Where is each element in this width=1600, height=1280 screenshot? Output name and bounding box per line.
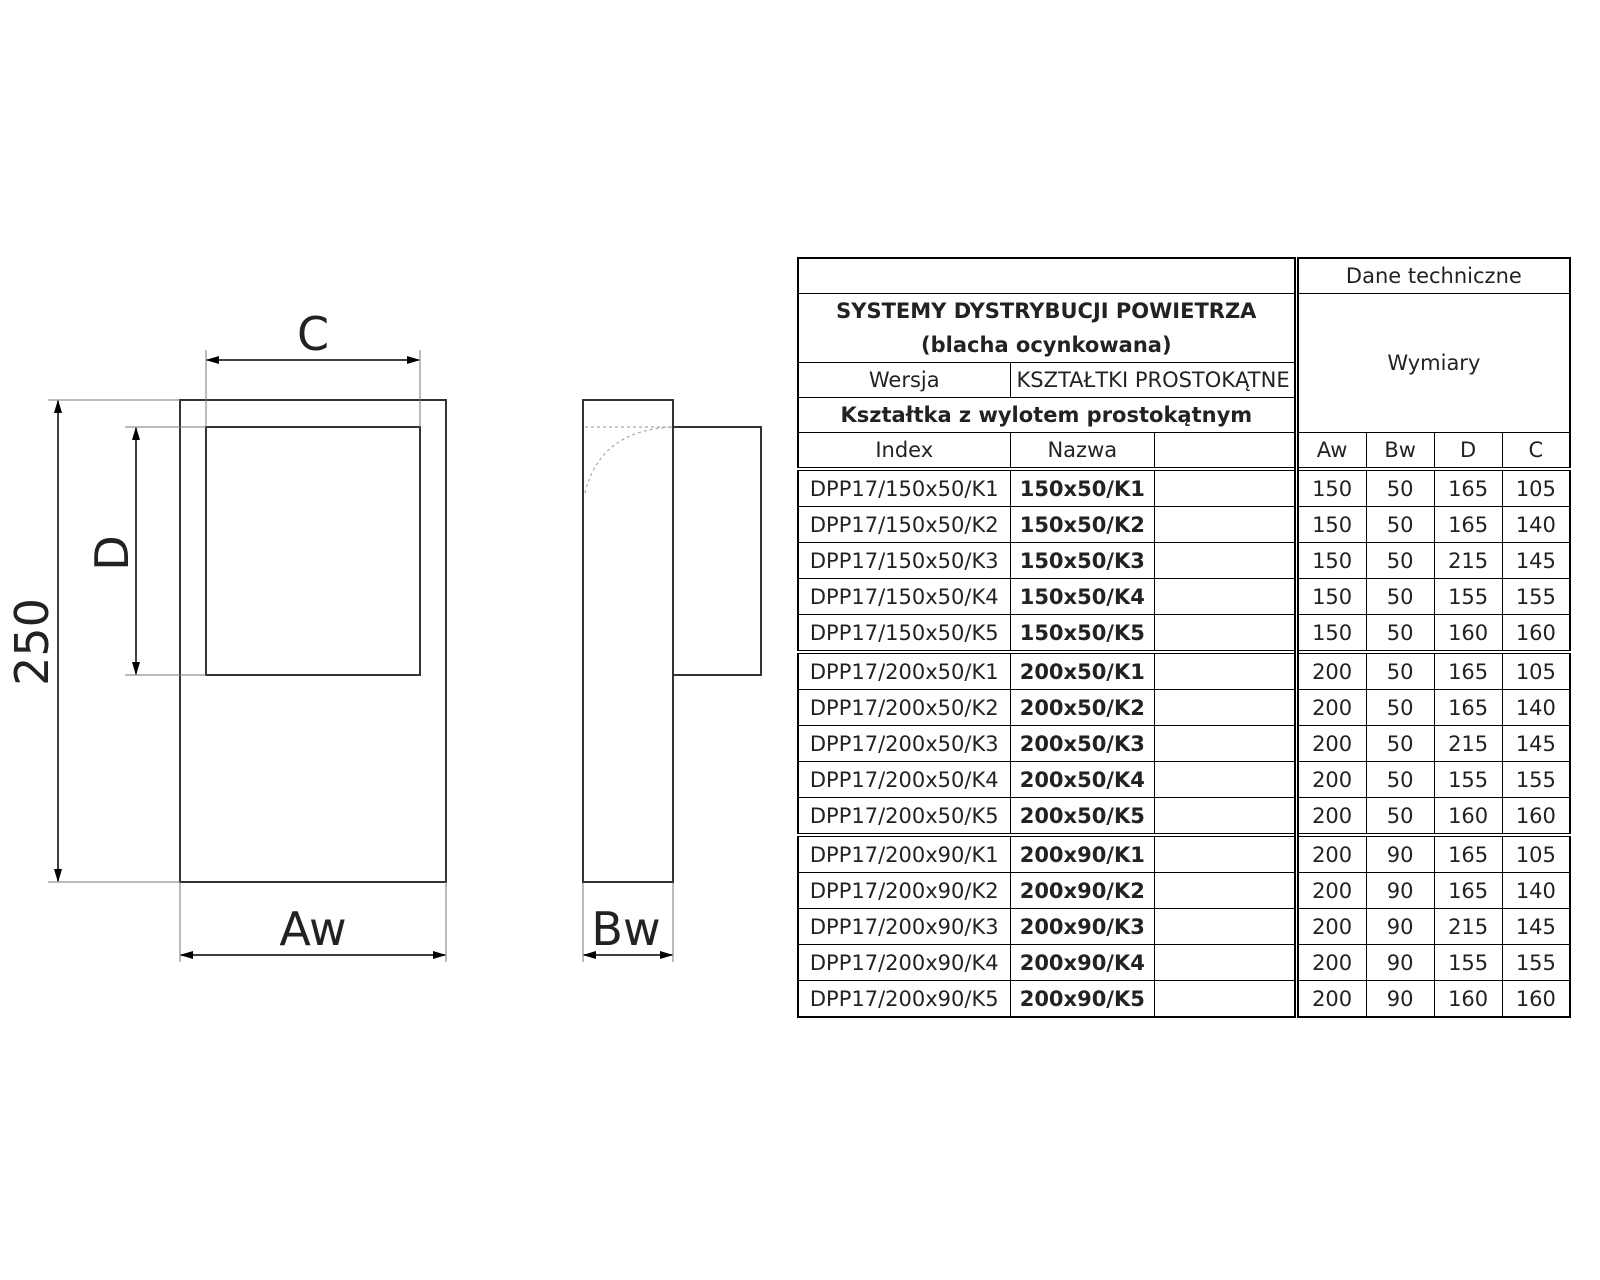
cell-bw: 90 bbox=[1366, 873, 1434, 909]
cell-aw: 150 bbox=[1296, 615, 1366, 653]
table-row bbox=[798, 726, 1570, 762]
cell-bw: 90 bbox=[1366, 981, 1434, 1018]
cell-name: 200x90/K4 bbox=[1010, 945, 1155, 981]
cell-blank bbox=[1155, 762, 1297, 798]
cell-name: 150x50/K5 bbox=[1010, 615, 1155, 653]
cell-d: 165 bbox=[1434, 507, 1502, 543]
cell-d: 155 bbox=[1434, 945, 1502, 981]
cell-c: 145 bbox=[1502, 726, 1570, 762]
cell-c: 155 bbox=[1502, 945, 1570, 981]
col-header-blank bbox=[1155, 433, 1297, 470]
table-row bbox=[798, 762, 1570, 798]
cell-index: DPP17/200x90/K2 bbox=[798, 873, 1010, 909]
cell-c: 140 bbox=[1502, 690, 1570, 726]
dim-height-label: 250 bbox=[5, 598, 59, 686]
cell-d: 215 bbox=[1434, 909, 1502, 945]
cell-index: DPP17/200x50/K1 bbox=[798, 652, 1010, 690]
side-hidden-curve bbox=[585, 427, 673, 493]
cell-c: 105 bbox=[1502, 469, 1570, 507]
cell-d: 155 bbox=[1434, 579, 1502, 615]
table-row bbox=[798, 835, 1570, 873]
cell-bw: 90 bbox=[1366, 945, 1434, 981]
dim-c-label: C bbox=[296, 307, 330, 361]
dimension-lines bbox=[58, 360, 672, 955]
cell-c: 105 bbox=[1502, 835, 1570, 873]
spec-table bbox=[797, 257, 1571, 1018]
cell-blank bbox=[1155, 507, 1297, 543]
cell-aw: 200 bbox=[1296, 690, 1366, 726]
cell-index: DPP17/150x50/K5 bbox=[798, 615, 1010, 653]
cell-blank bbox=[1155, 579, 1297, 615]
cell-name: 200x90/K3 bbox=[1010, 909, 1155, 945]
cell-d: 160 bbox=[1434, 798, 1502, 836]
cell-c: 160 bbox=[1502, 615, 1570, 653]
cell-c: 145 bbox=[1502, 909, 1570, 945]
cell-name: 200x50/K3 bbox=[1010, 726, 1155, 762]
cell-index: DPP17/200x90/K5 bbox=[798, 981, 1010, 1018]
cell-bw: 90 bbox=[1366, 909, 1434, 945]
cell-d: 165 bbox=[1434, 873, 1502, 909]
system-title-line2: (blacha ocynkowana) bbox=[921, 333, 1172, 357]
cell-blank bbox=[1155, 652, 1297, 690]
cell-bw: 50 bbox=[1366, 543, 1434, 579]
cell-blank bbox=[1155, 726, 1297, 762]
cell-index: DPP17/150x50/K2 bbox=[798, 507, 1010, 543]
cell-name: 200x50/K2 bbox=[1010, 690, 1155, 726]
cell-name: 200x90/K2 bbox=[1010, 873, 1155, 909]
cell-blank bbox=[1155, 469, 1297, 507]
cell-blank bbox=[1155, 835, 1297, 873]
cell-aw: 200 bbox=[1296, 798, 1366, 836]
front-view bbox=[180, 400, 446, 882]
cell-aw: 200 bbox=[1296, 762, 1366, 798]
table-row bbox=[798, 507, 1570, 543]
cell-index: DPP17/200x50/K5 bbox=[798, 798, 1010, 836]
cell-bw: 50 bbox=[1366, 507, 1434, 543]
cell-blank bbox=[1155, 543, 1297, 579]
cell-index: DPP17/200x90/K3 bbox=[798, 909, 1010, 945]
cell-blank bbox=[1155, 615, 1297, 653]
system-title-line1: SYSTEMY DYSTRYBUCJI POWIETRZA bbox=[836, 299, 1257, 323]
cell-bw: 50 bbox=[1366, 798, 1434, 836]
table-row bbox=[798, 873, 1570, 909]
cell-d: 165 bbox=[1434, 652, 1502, 690]
table-row bbox=[798, 981, 1570, 1018]
cell-aw: 200 bbox=[1296, 835, 1366, 873]
version-value: KSZTAŁTKI PROSTOKĄTNE bbox=[1010, 363, 1296, 398]
cell-c: 140 bbox=[1502, 507, 1570, 543]
cell-blank bbox=[1155, 945, 1297, 981]
cell-bw: 50 bbox=[1366, 579, 1434, 615]
cell-aw: 200 bbox=[1296, 981, 1366, 1018]
cell-aw: 200 bbox=[1296, 909, 1366, 945]
cell-d: 160 bbox=[1434, 981, 1502, 1018]
cell-d: 160 bbox=[1434, 615, 1502, 653]
side-outlet bbox=[673, 427, 761, 675]
cell-bw: 50 bbox=[1366, 726, 1434, 762]
cell-name: 200x50/K4 bbox=[1010, 762, 1155, 798]
cell-name: 150x50/K1 bbox=[1010, 469, 1155, 507]
cell-name: 200x50/K1 bbox=[1010, 652, 1155, 690]
cell-blank bbox=[1155, 690, 1297, 726]
table-row bbox=[798, 469, 1570, 507]
col-header-d: D bbox=[1434, 433, 1502, 470]
cell-index: DPP17/200x50/K3 bbox=[798, 726, 1010, 762]
side-view bbox=[583, 400, 761, 882]
cell-bw: 50 bbox=[1366, 615, 1434, 653]
dim-bw-label: Bw bbox=[591, 902, 661, 956]
cell-name: 150x50/K4 bbox=[1010, 579, 1155, 615]
cell-name: 150x50/K2 bbox=[1010, 507, 1155, 543]
cell-c: 105 bbox=[1502, 652, 1570, 690]
cell-aw: 150 bbox=[1296, 469, 1366, 507]
table-row bbox=[798, 690, 1570, 726]
tech-data-header: Dane techniczne bbox=[1296, 258, 1570, 294]
cell-index: DPP17/150x50/K1 bbox=[798, 469, 1010, 507]
cell-blank bbox=[1155, 798, 1297, 836]
table-row bbox=[798, 909, 1570, 945]
cell-name: 200x90/K1 bbox=[1010, 835, 1155, 873]
col-header-c: C bbox=[1502, 433, 1570, 470]
cell-index: DPP17/200x50/K4 bbox=[798, 762, 1010, 798]
cell-c: 160 bbox=[1502, 798, 1570, 836]
cell-index: DPP17/150x50/K4 bbox=[798, 579, 1010, 615]
table-row bbox=[798, 543, 1570, 579]
cell-index: DPP17/200x50/K2 bbox=[798, 690, 1010, 726]
cell-aw: 150 bbox=[1296, 579, 1366, 615]
front-outlet-opening bbox=[206, 427, 420, 675]
technical-drawing bbox=[0, 0, 780, 1000]
cell-d: 165 bbox=[1434, 469, 1502, 507]
col-header-name: Nazwa bbox=[1010, 433, 1155, 470]
extension-lines bbox=[48, 350, 673, 962]
system-title bbox=[798, 294, 1296, 363]
cell-blank bbox=[1155, 981, 1297, 1018]
side-body bbox=[583, 400, 673, 882]
data-rows bbox=[798, 469, 1570, 1017]
cell-c: 140 bbox=[1502, 873, 1570, 909]
table-row bbox=[798, 615, 1570, 653]
col-header-bw: Bw bbox=[1366, 433, 1434, 470]
dim-d-label: D bbox=[85, 535, 139, 571]
cell-bw: 50 bbox=[1366, 690, 1434, 726]
table-row bbox=[798, 652, 1570, 690]
cell-c: 160 bbox=[1502, 981, 1570, 1018]
dim-aw-label: Aw bbox=[279, 902, 347, 956]
cell-aw: 150 bbox=[1296, 507, 1366, 543]
cell-bw: 50 bbox=[1366, 652, 1434, 690]
cell-bw: 50 bbox=[1366, 762, 1434, 798]
cell-index: DPP17/200x90/K4 bbox=[798, 945, 1010, 981]
cell-blank bbox=[1155, 873, 1297, 909]
cell-name: 200x90/K5 bbox=[1010, 981, 1155, 1018]
cell-aw: 200 bbox=[1296, 726, 1366, 762]
cell-index: DPP17/200x90/K1 bbox=[798, 835, 1010, 873]
cell-d: 215 bbox=[1434, 543, 1502, 579]
cell-name: 150x50/K3 bbox=[1010, 543, 1155, 579]
cell-index: DPP17/150x50/K3 bbox=[798, 543, 1010, 579]
cell-name: 200x50/K5 bbox=[1010, 798, 1155, 836]
cell-aw: 200 bbox=[1296, 873, 1366, 909]
front-outer-panel bbox=[180, 400, 446, 882]
cell-d: 165 bbox=[1434, 835, 1502, 873]
cell-d: 165 bbox=[1434, 690, 1502, 726]
cell-bw: 50 bbox=[1366, 469, 1434, 507]
table-row bbox=[798, 945, 1570, 981]
cell-aw: 200 bbox=[1296, 652, 1366, 690]
cell-d: 155 bbox=[1434, 762, 1502, 798]
cell-aw: 200 bbox=[1296, 945, 1366, 981]
col-header-index: Index bbox=[798, 433, 1010, 470]
table-row bbox=[798, 798, 1570, 836]
table-row bbox=[798, 579, 1570, 615]
version-label: Wersja bbox=[798, 363, 1010, 398]
cell-c: 155 bbox=[1502, 579, 1570, 615]
cell-bw: 90 bbox=[1366, 835, 1434, 873]
cell-c: 155 bbox=[1502, 762, 1570, 798]
dimensions-header: Wymiary bbox=[1296, 294, 1570, 433]
cell-blank bbox=[1155, 909, 1297, 945]
product-name: Kształtka z wylotem prostokątnym bbox=[798, 398, 1296, 433]
cell-d: 215 bbox=[1434, 726, 1502, 762]
cell-c: 145 bbox=[1502, 543, 1570, 579]
blank-header-cell bbox=[798, 258, 1296, 294]
cell-aw: 150 bbox=[1296, 543, 1366, 579]
col-header-aw: Aw bbox=[1296, 433, 1366, 470]
